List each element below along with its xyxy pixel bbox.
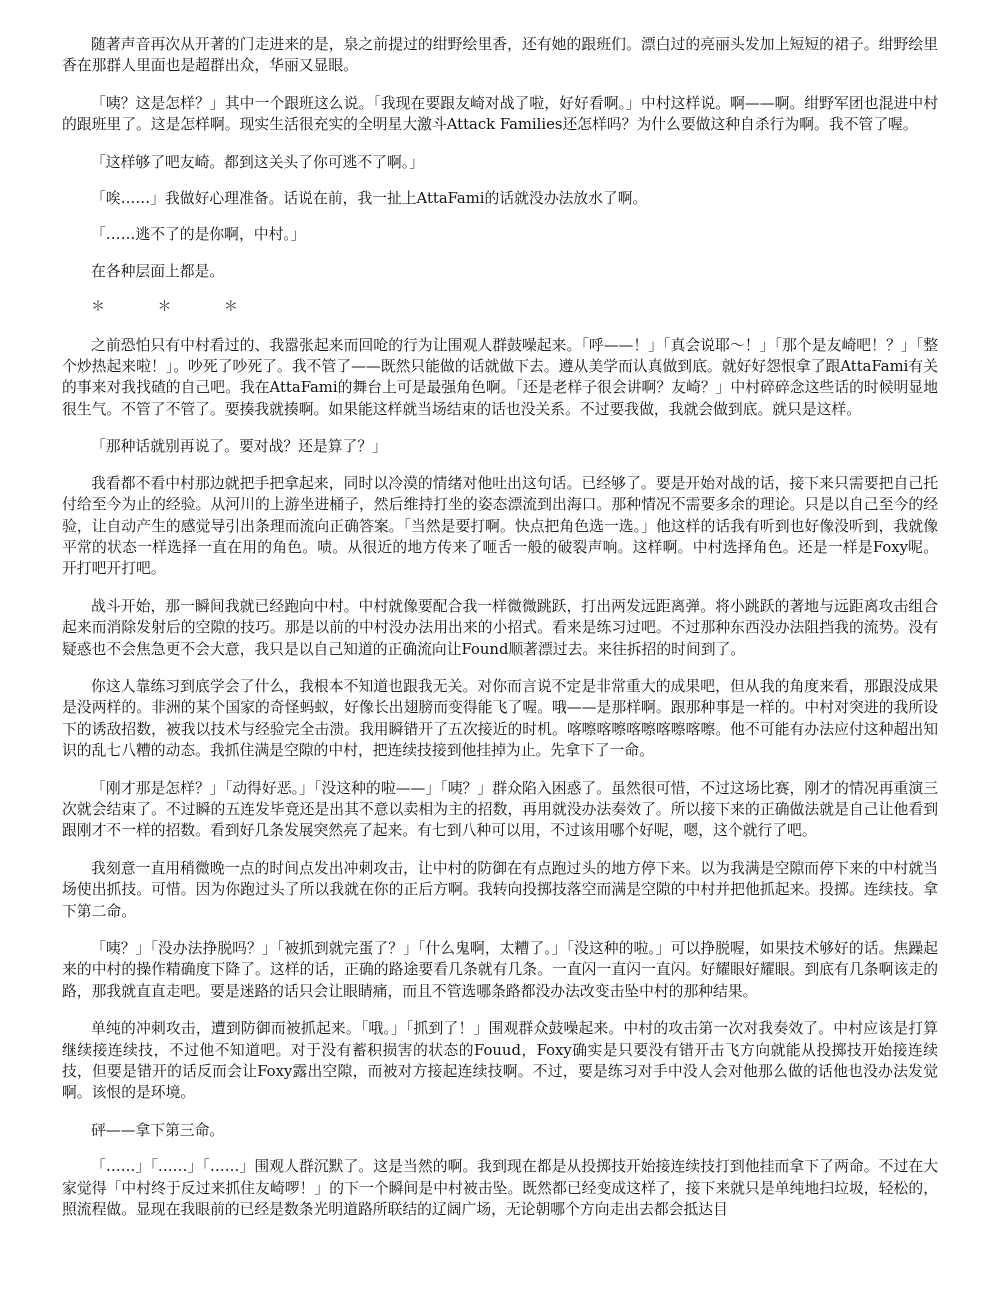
paragraph-17: 「……」「……」「……」围观人群沉默了。这是当然的啊。我到现在都是从投掷技开始接连续技打到他挂而拿下了两命。不过在大家觉得「中村终于反过来抓住友崎啰！」的下一个瞬间是中村被击坠。既然都已经变成这样了，接下来就只是单纯地扫垃圾，轻松的，照流程做。显现在我眼前的已经是数条光明道路所联结的辽阔广场，无论朝哪个方向走出去都会抵达目 (62, 1158, 938, 1219)
paragraph-10: 战斗开始，那一瞬间我就已经跑向中村。中村就像要配合我一样微微跳跃，打出两发远距离弹。将小跳跃的著地与远距离攻击组合起来而消除发射后的空隙的技巧。那是以前的中村没办法用出来的小招式。看来是练习过吧。不过那种东西没办法阻挡我的流势。没有疑惑也不会焦急更不会大意，我只是以自己知道的正确流向让Found顺著漂过去。来往拆招的时间到了。 (62, 597, 938, 658)
paragraph-16: 砰——拿下第三命。 (91, 1121, 225, 1139)
paragraph-13: 我刻意一直用稍微晚一点的时间点发出冲刺攻击，让中村的防御在有点跑过头的地方停下来。以为我满是空隙而停下来的中村就当场使出抓技。可惜。因为你跑过头了所以我就在你的正后方啊。我转向投掷技落空而满是空隙的中村并把他抓起来。投掷。连续技。拿下第二命。 (62, 859, 938, 920)
paragraph-12: 「刚才那是怎样？」「动得好恶。」「没这种的啦——」「咦？」群众陷入困惑了。虽然很可惜，不过这场比赛，刚才的情况再重演三次就会结束了。不过瞬的五连发毕竟还是出其不意以卖相为主的招数，再用就没办法奏效了。所以接下来的正确做法就是自己让他看到跟刚才不一样的招数。看到好几条发展突然亮了起来。有七到八种可以用，不过该用哪个好呢，嗯，这个就行了吧。 (62, 779, 938, 840)
paragraph-2: 「咦？这是怎样？」其中一个跟班这么说。「我现在要跟友崎对战了啦，好好看啊。」中村这样说。啊——啊。绀野军团也混进中村的跟班里了。这是怎样啊。现实生活很充实的全明星大激斗Attack Families还怎样吗？为什么要做这种自杀行为啊。我不管了喔。 (62, 94, 938, 134)
paragraph-4: 「唉……」我做好心理准备。话说在前，我一扯上AttaFami的话就没办法放水了啊。 (91, 190, 648, 208)
document-page (62, 34, 938, 1236)
paragraph-8: 「那种话就别再说了。要对战？还是算了？」 (91, 438, 387, 456)
paragraph-14: 「咦？」「没办法挣脱吗？」「被抓到就完蛋了？」「什么鬼啊，太糟了。」「没这种的啦。」可以挣脱喔，如果技术够好的话。焦躁起来的中村的操作精确度下降了。这样的话，正确的路途要看几条就有几条。一直闪一直闪一直闪。好耀眼好耀眼。到底有几条啊该走的路，那我就直直走吧。要是迷路的话只会让眼睛痛，而且不管选哪条路都没办法改变击坠中村的那种结果。 (62, 940, 938, 1000)
paragraph-15: 单纯的冲刺攻击，遭到防御而被抓起来。「哦。」「抓到了！」围观群众鼓噪起来。中村的攻击第一次对我奏效了。中村应该是打算继续接连续技，不过他不知道吧。对于没有蓄积损害的状态的Fouud，Foxy确实是只要没有错开击飞方向就能从投掷技开始接连续技，但要是错开的话反而会让Foxy露出空隙，而被对方接起连续技啊。不过，要是练习对手中没人会对他那么做的话他也没办法发觉啊。该恨的是环境。 (62, 1020, 938, 1102)
paragraph-3: 「这样够了吧友崎。都到这关头了你可逃不了啊。」 (91, 153, 424, 171)
paragraph-7: 之前恐怕只有中村看过的、我嚣张起来而回呛的行为让围观人群鼓噪起来。「呼——！」「真会说耶～！」「那个是友崎吧！？」「整个炒热起来啦！」。吵死了吵死了。我不管了——既然只能做的话就做下去。遵从美学而认真做到底。就好好怨恨拿了跟AttaFami有关的事来对我找碴的自己吧。我在AttaFami的舞台上可是最强角色啊。「还是老样子很会讲啊？友崎？」中村碎碎念这些话的时候明显地很生气。不管了不管了。要揍我就揍啊。如果能这样就当场结束的话也没关系。不过要我做，我就会做到底。就只是这样。 (62, 336, 938, 418)
paragraph-9: 我看都不看中村那边就把手把拿起来，同时以冷漠的情绪对他吐出这句话。已经够了。要是开始对战的话，接下来只需要把自己托付给至今为止的经验。从河川的上游坐进桶子，然后维持打坐的姿态漂流到出海口。那种情况不需要多余的理论。只是以自己至今的经验，让自动产生的感觉导引出条理而流向正确答案。「当然是要打啊。快点把角色选一选。」他这样的话我有听到也好像没听到，我就像平常的状态一样选择一直在用的角色。啧。从很近的地方传来了咂舌一般的破裂声响。这样啊。中村选择角色。还是一样是Foxy呢。开打吧开打吧。 (62, 474, 938, 578)
paragraph-5: 「……逃不了的是你啊，中村。」 (91, 226, 306, 244)
paragraph-11: 你这人靠练习到底学会了什么，我根本不知道也跟我无关。对你而言说不定是非常重大的成果吧，但从我的角度来看，那跟没成果是没两样的。非洲的某个国家的奇怪蚂蚁，好像长出翅膀而变得能飞了喔。哦——是那样啊。跟那种事是一样的。中村对突进的我所设下的诱敌招数，被我以技术与经验完全击溃。我用瞬错开了五次接近的时机。喀嚓喀嚓喀嚓喀嚓喀嚓。他不可能有办法应付这种超出知识的乱七八糟的动态。我抓住满是空隙的中村，把连续技接到他挂掉为止。先拿下了一命。 (62, 677, 938, 760)
paragraph-6: 在各种层面上都是。 (91, 262, 225, 280)
scene-separator: ＊ ＊ ＊ (91, 299, 262, 316)
paragraph-1: 随著声音再次从开著的门走进来的是，泉之前提过的绀野绘里香，还有她的跟班们。漂白过的亮丽头发加上短短的裙子。绀野绘里香在那群人里面也是超群出众，华丽又显眼。 (62, 36, 938, 75)
